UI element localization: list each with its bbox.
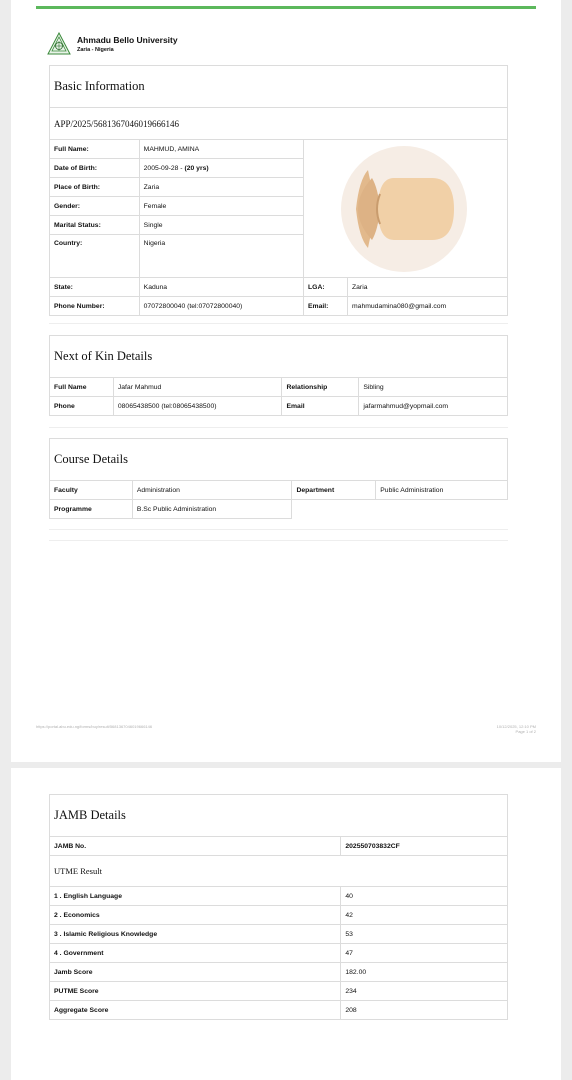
department-value: Public Administration [376,481,508,500]
putme-score-value: 234 [341,982,508,1001]
age-value: (20 yrs) [184,164,209,172]
footer-url: https://portal.abu.edu.ng/forms/buy/result/5681367046019666146 [36,724,153,729]
programme-value: B.Sc Public Administration [132,500,292,519]
marital-status-label: Marital Status: [50,216,140,235]
putme-score-label: PUTME Score [50,982,341,1001]
email-label: Email: [304,297,348,316]
dob-value [139,159,303,178]
lga-value: Zaria [348,278,508,297]
university-location: Zaria - Nigeria [77,46,114,53]
footer-date-page [497,724,536,734]
subject-2-name: 2 . Economics [50,906,341,925]
jamb-score-value: 182.00 [341,963,508,982]
section-title-next-of-kin: Next of Kin Details [50,336,508,378]
user-avatar-placeholder-icon [304,142,504,276]
subject-1-score: 40 [341,887,508,906]
aggregate-score-label: Aggregate Score [50,1001,341,1020]
subject-2-score: 42 [341,906,508,925]
pob-label: Place of Birth: [50,178,140,197]
abu-crest-icon [47,32,71,56]
subject-3-name: 3 . Islamic Religious Knowledge [50,925,341,944]
university-header [47,32,178,56]
jamb-no-value: 202550703832CF [341,837,508,856]
marital-status-value: Single [139,216,303,235]
lga-label: LGA: [304,278,348,297]
section-title-course-details: Course Details [50,439,508,481]
section-divider [49,427,508,428]
application-number: APP/2025/5681367046019666146 [50,108,508,140]
subject-1-name: 1 . English Language [50,887,341,906]
section-divider [49,323,508,324]
kin-phone-value: 08065438500 (tel:08065438500) [113,397,282,416]
course-details-table [49,438,508,519]
state-label: State: [50,278,140,297]
jamb-details-table [49,794,508,1020]
state-value: Kaduna [139,278,303,297]
faculty-value: Administration [132,481,292,500]
full-name-value: MAHMUD, AMINA [139,140,303,159]
section-divider [49,540,508,541]
aggregate-score-value: 208 [341,1001,508,1020]
phone-value: 07072800040 (tel:07072800040) [139,297,303,316]
footer-date: 10/12/2025, 12:10 PM [496,724,536,729]
jamb-score-label: Jamb Score [50,963,341,982]
document-page-2 [11,768,561,1080]
full-name-label: Full Name: [50,140,140,159]
kin-full-name-label: Full Name [50,378,114,397]
footer-page-number: Page 1 of 2 [515,729,536,734]
jamb-no-label: JAMB No. [50,837,341,856]
utme-result-title: UTME Result [50,856,508,887]
dob-label: Date of Birth: [50,159,140,178]
pob-value: Zaria [139,178,303,197]
subject-4-name: 4 . Government [50,944,341,963]
accent-bar [36,6,536,9]
section-title-jamb-details: JAMB Details [50,795,508,837]
subject-3-score: 53 [341,925,508,944]
kin-relationship-value: Sibling [359,378,508,397]
kin-phone-label: Phone [50,397,114,416]
subject-4-score: 47 [341,944,508,963]
passport-photo [304,140,508,278]
programme-label: Programme [50,500,133,519]
basic-information-table [49,65,508,316]
gender-value: Female [139,197,303,216]
email-value: mahmudamina080@gmail.com [348,297,508,316]
kin-full-name-value: Jafar Mahmud [113,378,282,397]
next-of-kin-table [49,335,508,416]
dob-date: 2005-09-28 - [143,164,185,172]
university-name: Ahmadu Bello University [77,34,178,45]
country-value: Nigeria [139,235,303,278]
document-page-1 [11,0,561,762]
kin-relationship-label: Relationship [282,378,359,397]
phone-label: Phone Number: [50,297,140,316]
kin-email-label: Email [282,397,359,416]
department-label: Department [292,481,376,500]
kin-email-value: jafarmahmud@yopmail.com [359,397,508,416]
faculty-label: Faculty [50,481,133,500]
section-divider [49,529,508,530]
empty-cell [292,500,508,519]
section-title-basic-information: Basic Information [50,66,508,108]
gender-label: Gender: [50,197,140,216]
country-label: Country: [50,235,140,278]
